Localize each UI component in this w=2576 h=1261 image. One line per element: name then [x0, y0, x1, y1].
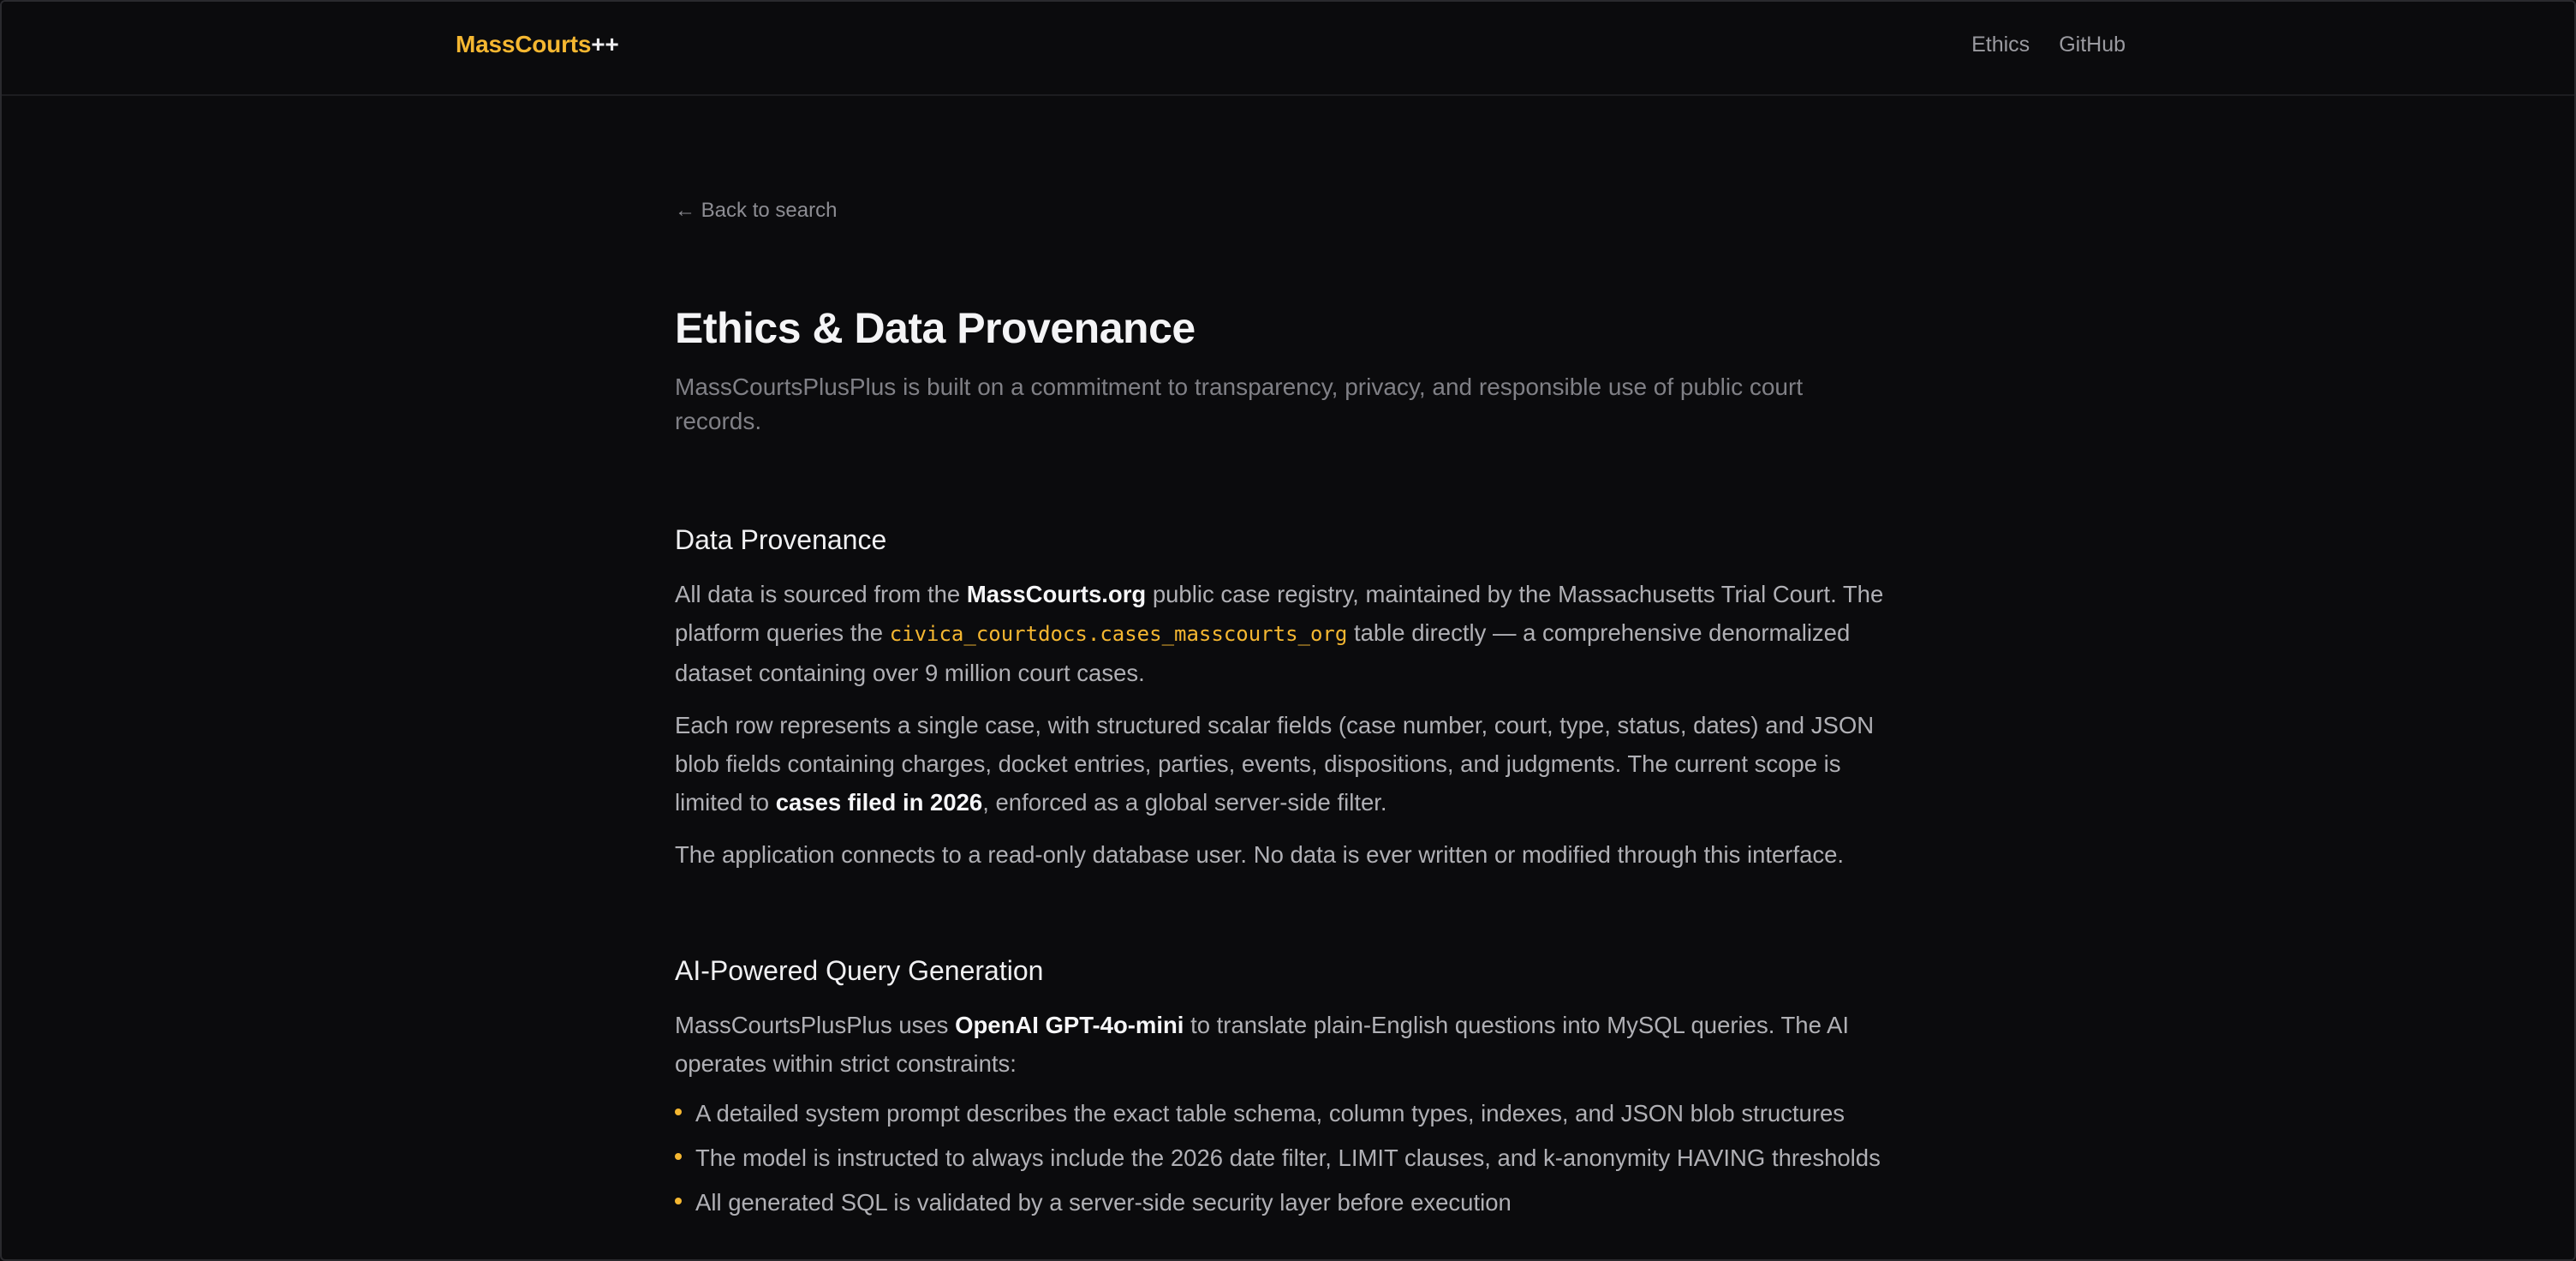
bullet-dot-icon	[675, 1153, 682, 1160]
table-name-code: civica_courtdocs.cases_masscourts_org	[889, 622, 1348, 646]
brand-logo[interactable]	[456, 31, 619, 58]
page-subtitle: MassCourtsPlusPlus is built on a commitment to transparency, privacy, and responsible use of public court records.	[675, 374, 1804, 434]
masscourts-org-emphasis: MassCourts.org	[966, 581, 1147, 607]
provenance-paragraph-3: The application connects to a read-only database user. No data is ever written or modified through this interface.	[675, 841, 1845, 868]
text: , enforced as a global server-side filter.	[982, 789, 1387, 816]
provenance-paragraph-2	[675, 706, 1908, 822]
top-nav	[1971, 33, 2126, 57]
page-title: Ethics & Data Provenance	[675, 304, 1196, 352]
model-name-emphasis: OpenAI GPT-4o-mini	[955, 1012, 1184, 1038]
brand-name: MassCourts	[456, 31, 592, 57]
list-item	[675, 1141, 1908, 1175]
section-ai-query-generation	[675, 955, 1908, 1230]
section-data-provenance	[675, 524, 1908, 887]
scope-emphasis: cases filed in 2026	[775, 789, 983, 816]
text: to translate plain-English questions into MySQL queries. The AI operates within strict constraints:	[675, 1012, 1849, 1077]
nav-link-github[interactable]: GitHub	[2059, 33, 2126, 57]
top-navbar	[2, 2, 2574, 96]
list-item-text: The model is instructed to always include the 2026 date filter, LIMIT clauses, and k-anonymity HAVING thresholds	[695, 1144, 1881, 1171]
ai-paragraph-1	[675, 1006, 1908, 1083]
section-heading: Data Provenance	[675, 524, 887, 555]
text: public case registry, maintained by the Massachusetts Trial Court. The platform queries the	[675, 581, 1884, 646]
list-item-text: All generated SQL is validated by a server-side security layer before execution	[695, 1189, 1512, 1216]
text: Each row represents a single case, with structured scalar fields (case number, court, type, status, dates) and JSON blob fields containing charges, docket entries, parties, events, dispositions, and judgments. The current scope is limited to	[675, 712, 1875, 816]
list-item	[675, 1097, 1908, 1131]
main-content	[675, 199, 1908, 1216]
constraints-list	[675, 1097, 1908, 1220]
text: MassCourtsPlusPlus uses	[675, 1012, 956, 1038]
text: table directly — a comprehensive denormalized dataset containing over 9 million court cases.	[675, 619, 1851, 686]
bullet-dot-icon	[675, 1198, 682, 1204]
brand-suffix: ++	[591, 31, 619, 57]
text: All data is sourced from the	[675, 581, 967, 607]
section-heading: AI-Powered Query Generation	[675, 955, 1044, 986]
list-item-text: A detailed system prompt describes the exact table schema, column types, indexes, and JSON blob structures	[695, 1100, 1846, 1127]
bullet-dot-icon	[675, 1109, 682, 1115]
provenance-paragraph-1	[675, 575, 1908, 692]
back-to-search-link[interactable]: ← Back to search	[675, 199, 838, 222]
list-item	[675, 1186, 1908, 1220]
nav-link-ethics[interactable]: Ethics	[1971, 33, 2030, 57]
